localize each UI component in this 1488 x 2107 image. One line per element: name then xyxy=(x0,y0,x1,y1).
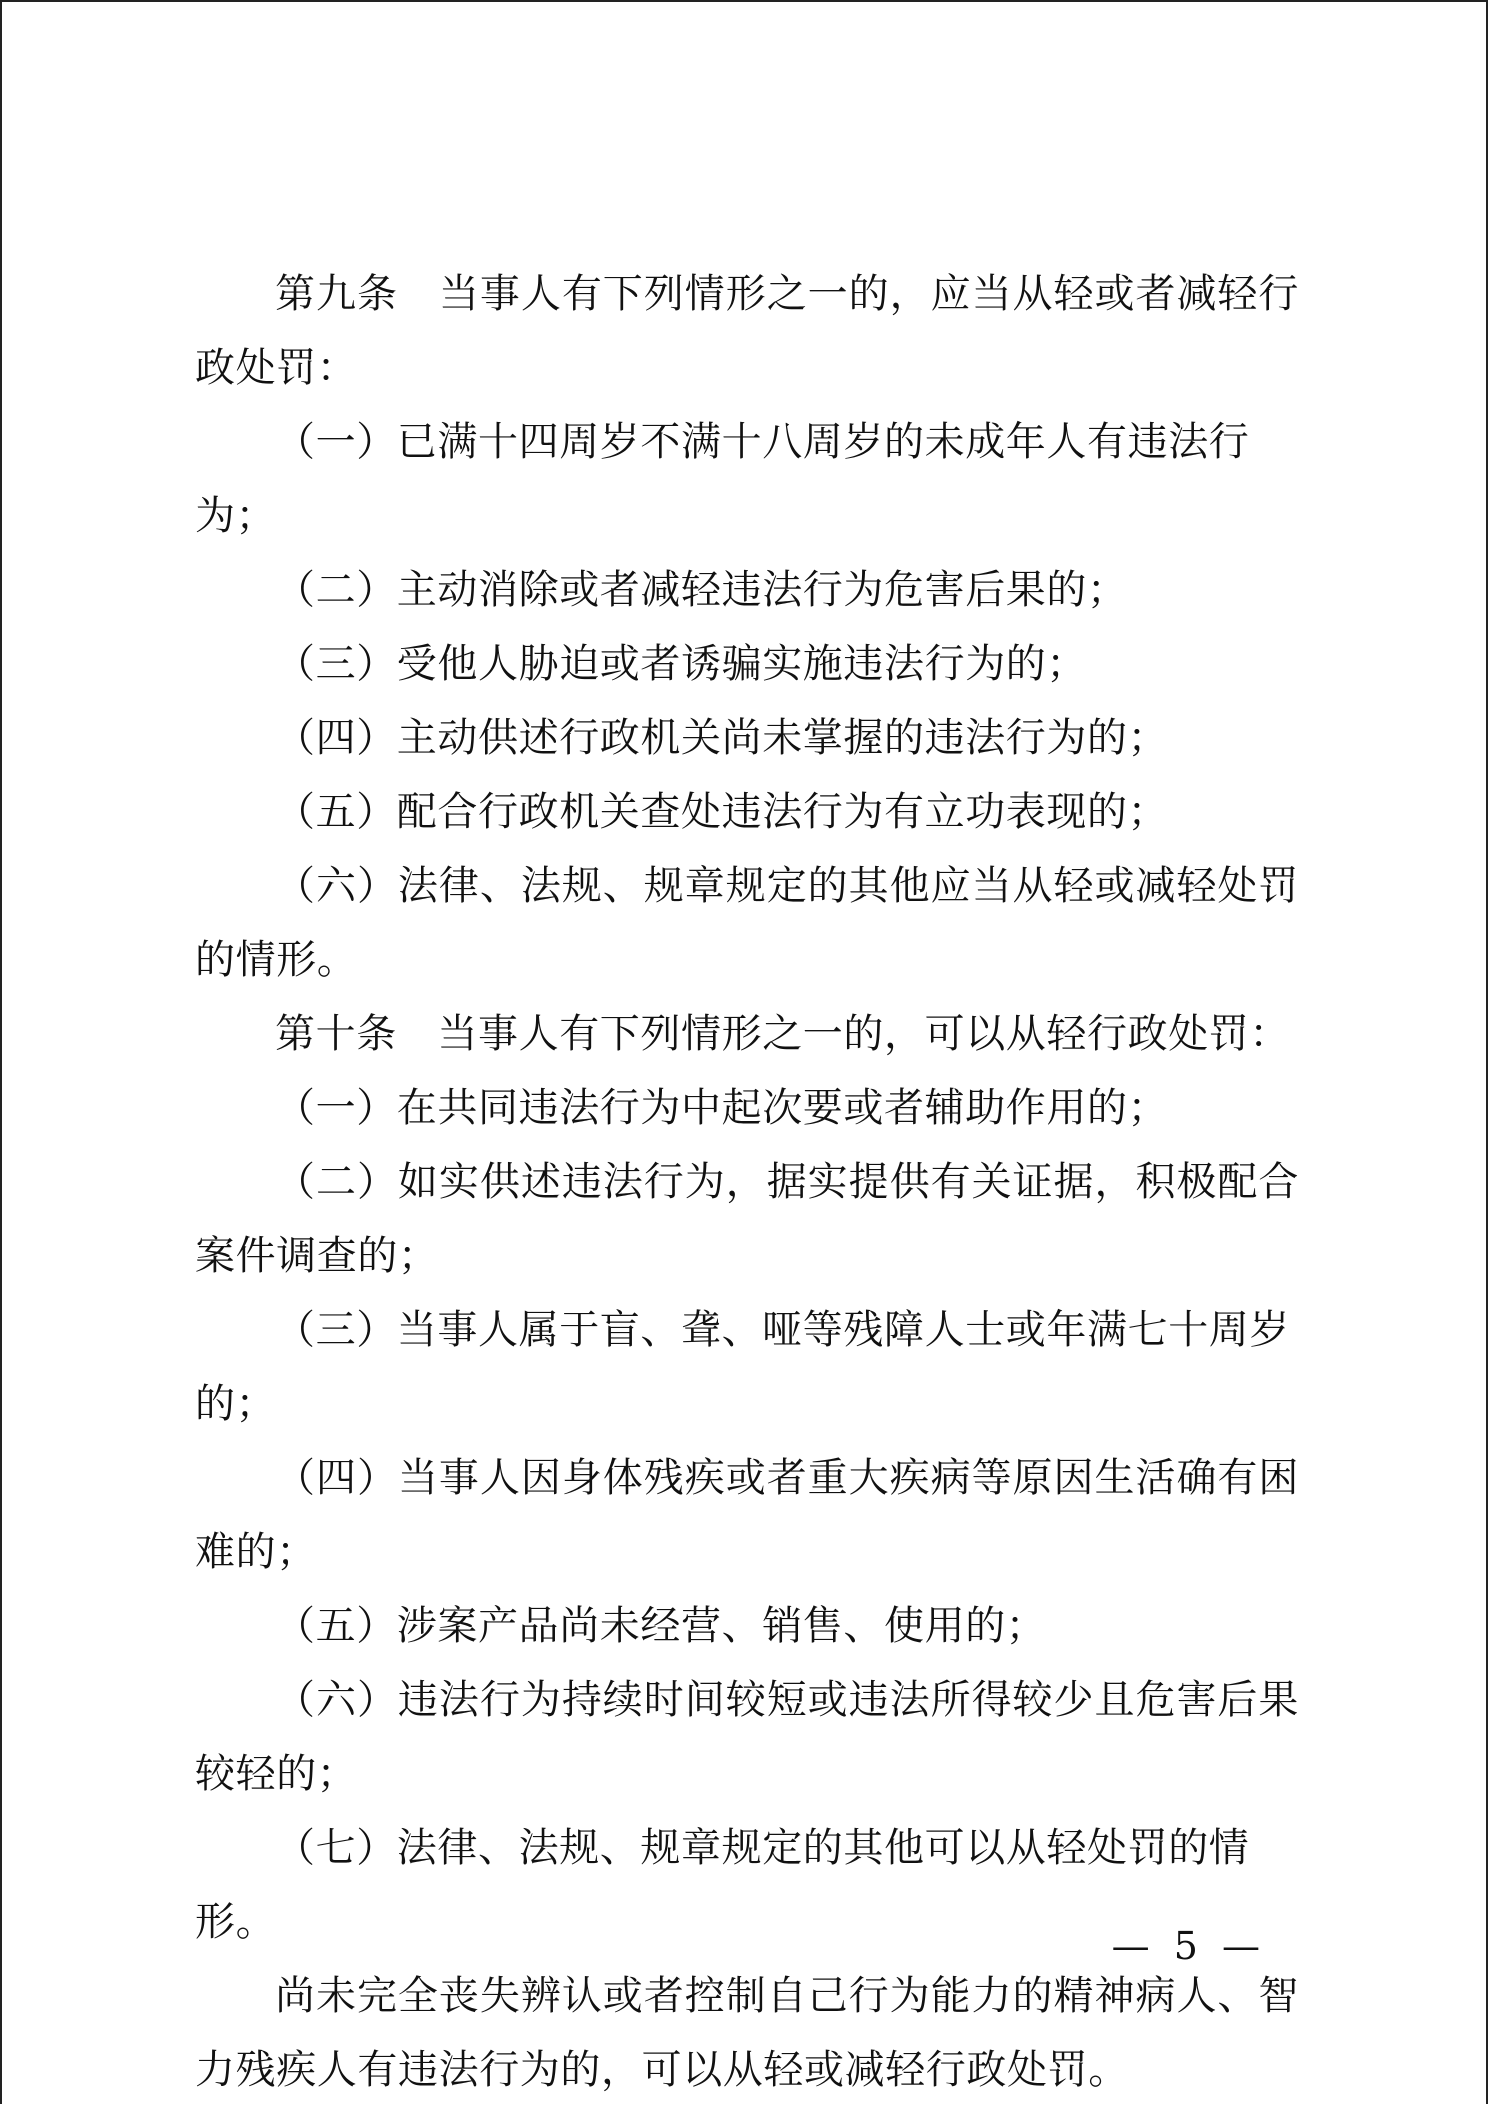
article-9-item-1: （一）已满十四周岁不满十八周岁的未成年人有违法行为； xyxy=(195,419,1250,539)
article-10-closing-clause: 尚未完全丧失辨认或者控制自己行为能力的精神病人、智力残疾人有违法行为的，可以从轻或减轻行政处罚。 xyxy=(195,1973,1299,2093)
article-9-item-5: （五）配合行政机关查处违法行为有立功表现的； xyxy=(275,789,1169,835)
article-10-heading: 第十条 当事人有下列情形之一的，可以从轻行政处罚： xyxy=(275,1011,1290,1057)
page-number: — 5 — xyxy=(1111,1924,1266,1968)
article-10-item-1: （一）在共同违法行为中起次要或者辅助作用的； xyxy=(275,1085,1169,1131)
article-10-item-4: （四）当事人因身体残疾或者重大疾病等原因生活确有困难的； xyxy=(195,1455,1299,1575)
article-10-item-3: （三）当事人属于盲、聋、哑等残障人士或年满七十周岁的； xyxy=(195,1307,1290,1427)
article-10-item-6: （六）违法行为持续时间较短或违法所得较少且危害后果较轻的； xyxy=(195,1677,1299,1797)
article-9-item-6: （六）法律、法规、规章规定的其他应当从轻或减轻处罚的情形。 xyxy=(195,863,1299,983)
article-9-item-4: （四）主动供述行政机关尚未掌握的违法行为的； xyxy=(275,715,1169,761)
article-9-item-2: （二）主动消除或者减轻违法行为危害后果的； xyxy=(275,567,1128,613)
document-body xyxy=(195,257,1299,2107)
article-9-heading: 第九条 当事人有下列情形之一的，应当从轻或者减轻行政处罚： xyxy=(195,271,1299,391)
article-10-item-2: （二）如实供述违法行为，据实提供有关证据，积极配合案件调查的； xyxy=(195,1159,1299,1279)
article-10-item-5: （五）涉案产品尚未经营、销售、使用的； xyxy=(275,1603,1047,1649)
article-9-item-3: （三）受他人胁迫或者诱骗实施违法行为的； xyxy=(275,641,1087,687)
article-10-item-7: （七）法律、法规、规章规定的其他可以从轻处罚的情形。 xyxy=(195,1825,1250,1945)
